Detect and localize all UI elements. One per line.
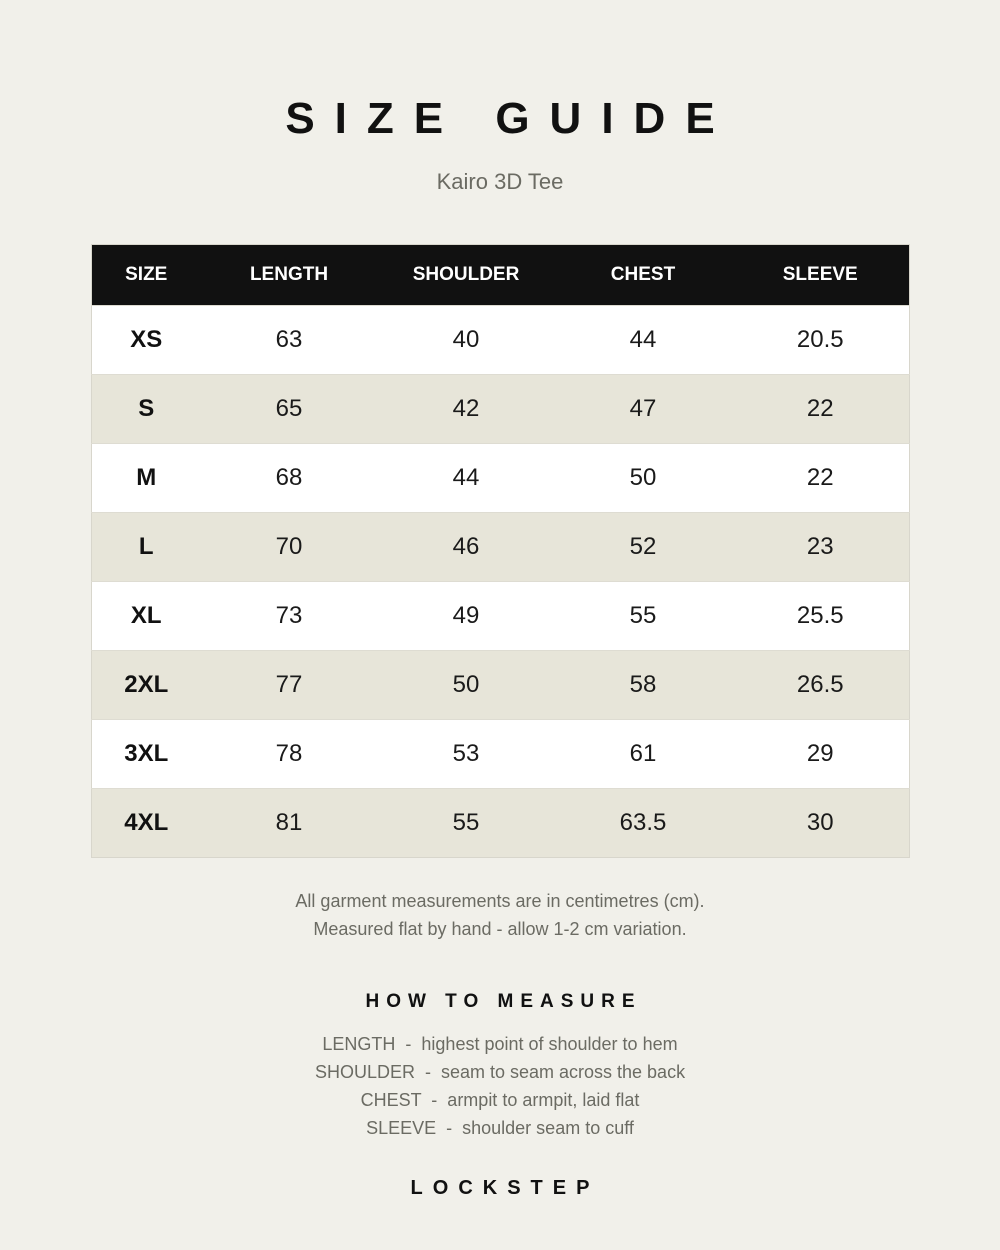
length-cell: 68 <box>201 444 378 513</box>
chest-cell: 44 <box>555 306 732 375</box>
chest-cell: 55 <box>555 582 732 651</box>
how-to-measure-title: HOW TO MEASURE <box>365 991 642 1012</box>
note-line: Measured flat by hand - allow 1-2 cm variation. <box>313 919 687 939</box>
size-cell: S <box>92 375 201 444</box>
size-cell: 2XL <box>92 651 201 720</box>
size-cell: 4XL <box>92 789 201 858</box>
measure-item-sleeve: SLEEVE - shoulder seam to cuff <box>366 1118 634 1138</box>
length-cell: 73 <box>201 582 378 651</box>
sleeve-cell: 26.5 <box>732 651 910 720</box>
sleeve-cell: 29 <box>732 720 910 789</box>
header-chest: CHEST <box>555 245 732 306</box>
shoulder-cell: 42 <box>378 375 555 444</box>
page-title: SIZE GUIDE <box>285 94 735 143</box>
table-row <box>92 789 910 858</box>
sleeve-cell: 23 <box>732 513 910 582</box>
shoulder-cell: 55 <box>378 789 555 858</box>
chest-cell: 47 <box>555 375 732 444</box>
table-row <box>92 651 910 720</box>
sleeve-cell: 20.5 <box>732 306 910 375</box>
length-cell: 65 <box>201 375 378 444</box>
shoulder-cell: 53 <box>378 720 555 789</box>
shoulder-cell: 44 <box>378 444 555 513</box>
sleeve-cell: 22 <box>732 444 910 513</box>
size-table <box>91 244 910 858</box>
product-name: Kairo 3D Tee <box>436 169 564 194</box>
shoulder-cell: 49 <box>378 582 555 651</box>
table-row <box>92 513 910 582</box>
length-cell: 77 <box>201 651 378 720</box>
chest-cell: 58 <box>555 651 732 720</box>
brand-name: LOCKSTEP <box>410 1177 600 1199</box>
measure-item-chest: CHEST - armpit to armpit, laid flat <box>360 1090 640 1110</box>
length-cell: 63 <box>201 306 378 375</box>
measure-item-shoulder: SHOULDER - seam to seam across the back <box>314 1062 686 1082</box>
table-header-row <box>92 245 910 306</box>
shoulder-cell: 40 <box>378 306 555 375</box>
table-row <box>92 582 910 651</box>
size-cell: XL <box>92 582 201 651</box>
size-cell: M <box>92 444 201 513</box>
table-row <box>92 375 910 444</box>
table-row <box>92 720 910 789</box>
chest-cell: 61 <box>555 720 732 789</box>
sleeve-cell: 22 <box>732 375 910 444</box>
size-cell: L <box>92 513 201 582</box>
header-shoulder: SHOULDER <box>378 245 555 306</box>
shoulder-cell: 50 <box>378 651 555 720</box>
length-cell: 70 <box>201 513 378 582</box>
chest-cell: 52 <box>555 513 732 582</box>
sleeve-cell: 30 <box>732 789 910 858</box>
note-line: All garment measurements are in centimetres (cm). <box>295 891 705 911</box>
table-row <box>92 444 910 513</box>
size-cell: 3XL <box>92 720 201 789</box>
chest-cell: 63.5 <box>555 789 732 858</box>
measure-item-length: LENGTH - highest point of shoulder to hem <box>322 1034 678 1054</box>
size-cell: XS <box>92 306 201 375</box>
measurement-note <box>0 887 1000 943</box>
header-sleeve: SLEEVE <box>732 245 910 306</box>
header-length: LENGTH <box>201 245 378 306</box>
sleeve-cell: 25.5 <box>732 582 910 651</box>
length-cell: 78 <box>201 720 378 789</box>
header-size: SIZE <box>92 245 201 306</box>
length-cell: 81 <box>201 789 378 858</box>
chest-cell: 50 <box>555 444 732 513</box>
shoulder-cell: 46 <box>378 513 555 582</box>
table-row <box>92 306 910 375</box>
how-to-measure-list <box>0 1030 1000 1142</box>
